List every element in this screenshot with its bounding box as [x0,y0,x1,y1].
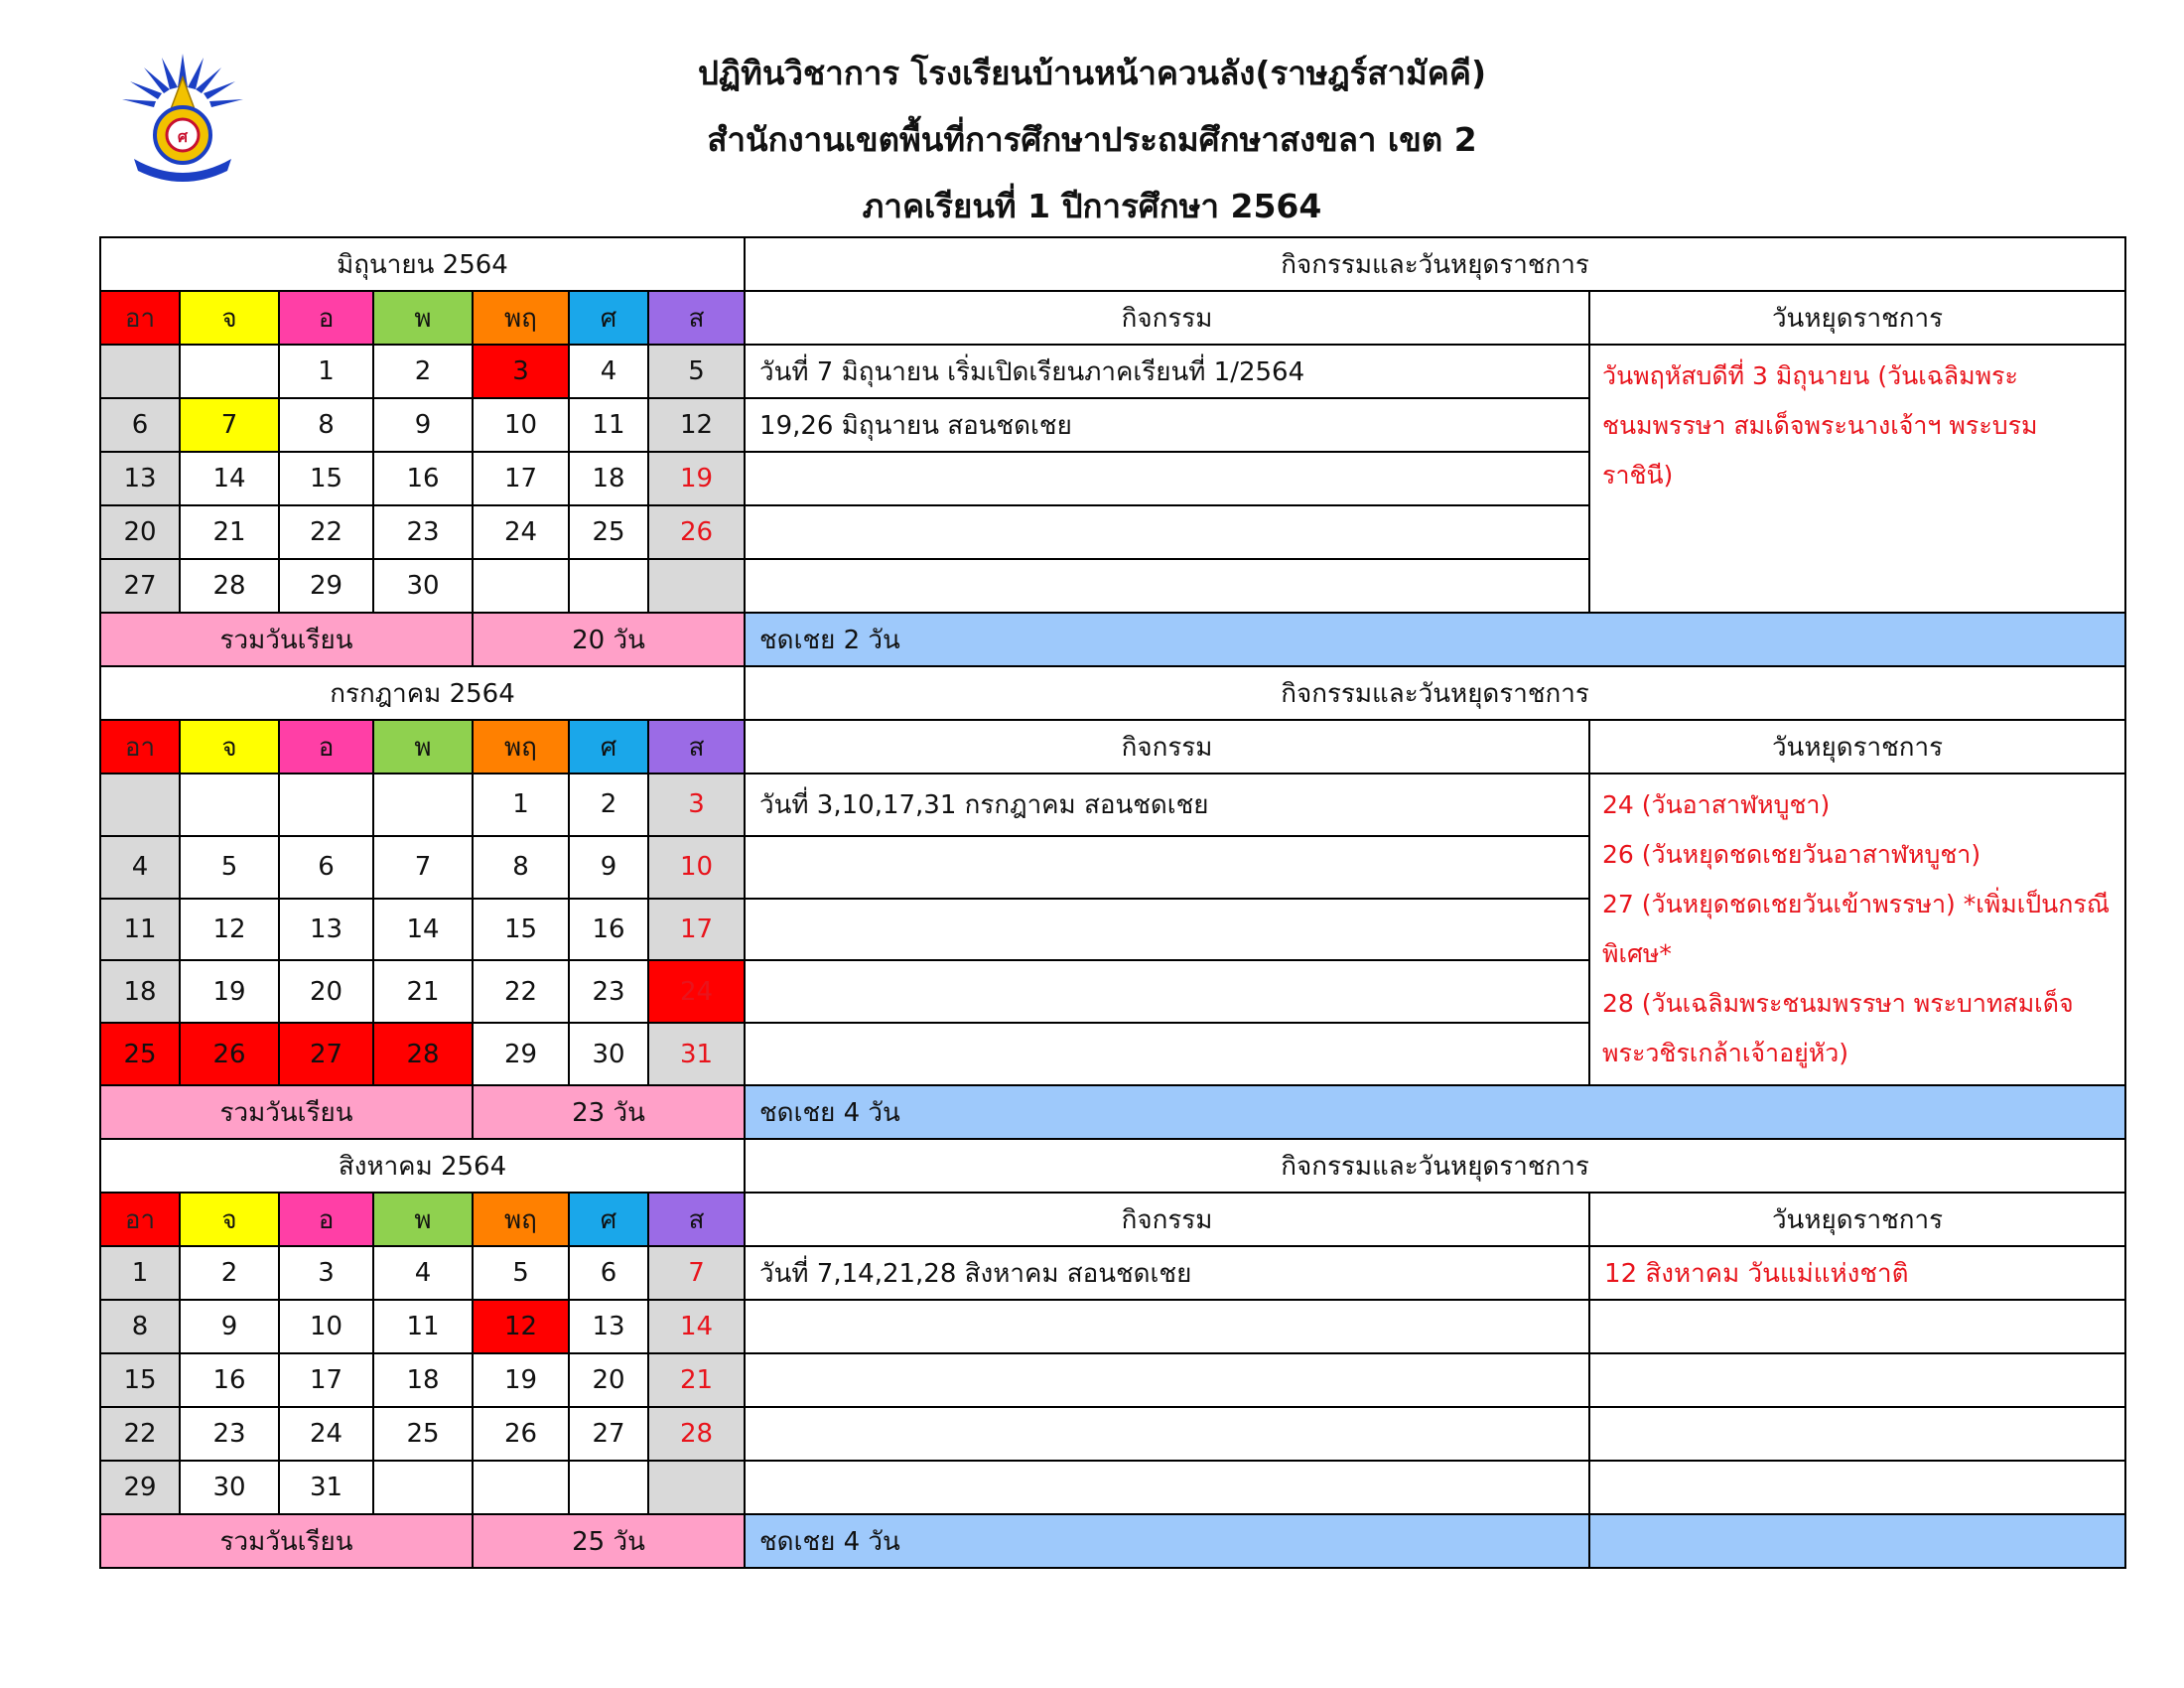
day-cell: 5 [473,1246,569,1300]
day-cell: 1 [279,345,373,398]
holiday-line: พิเศษ* [1602,939,1672,968]
day-cell: 7 [180,398,279,452]
day-cell: 10 [648,836,745,899]
day-cell: 4 [373,1246,473,1300]
weekday-row [100,720,2125,774]
day-cell: 14 [373,899,473,961]
day-cell: 4 [100,836,180,899]
document-header [0,40,2184,239]
makeup-days: ชดเชย 4 วัน [745,1514,1589,1568]
holiday-cell [1589,1407,2125,1461]
makeup-days: ชดเชย 4 วัน [745,1085,2125,1139]
activity-cell [745,836,1589,899]
day-cell: 21 [180,505,279,559]
day-cell: 11 [100,899,180,961]
day-cell: 31 [648,1023,745,1085]
activity-cell [745,1353,1589,1407]
weekday-header: พ [373,720,473,774]
weekday-header: จ [180,720,279,774]
day-cell [569,1461,648,1514]
month-title: สิงหาคม 2564 [100,1139,745,1193]
day-cell: 2 [180,1246,279,1300]
day-cell: 12 [473,1300,569,1353]
day-cell: 19 [180,960,279,1023]
day-cell: 6 [100,398,180,452]
activities-column-heading: กิจกรรม [745,720,1589,774]
week-row [100,774,2125,836]
day-cell: 16 [373,452,473,505]
day-cell: 2 [373,345,473,398]
day-cell: 2 [569,774,648,836]
weekday-header: ส [648,720,745,774]
day-cell: 29 [100,1461,180,1514]
day-cell: 17 [473,452,569,505]
holiday-cell: 12 สิงหาคม วันแม่แห่งชาติ [1589,1246,2125,1300]
month-title-row [100,237,2125,291]
day-cell [648,1461,745,1514]
day-cell: 6 [279,836,373,899]
day-cell [569,559,648,613]
week-row [100,1300,2125,1353]
weekday-header: อา [100,720,180,774]
day-cell [279,774,373,836]
day-cell: 4 [569,345,648,398]
activity-cell [745,899,1589,961]
day-cell: 8 [279,398,373,452]
holiday-line: 27 (วันหยุดชดเชยวันเข้าพรรษา) *เพิ่มเป็นกรณี [1602,890,2111,918]
day-cell [180,345,279,398]
day-cell: 14 [648,1300,745,1353]
holiday-notes [1589,774,2125,1085]
activities-holidays-heading: กิจกรรมและวันหยุดราชการ [745,1139,2125,1193]
activity-cell [745,505,1589,559]
weekday-header: จ [180,291,279,345]
day-cell: 8 [473,836,569,899]
weekday-header: อ [279,720,373,774]
day-cell [473,559,569,613]
total-days-label: รวมวันเรียน [100,1085,473,1139]
day-cell: 16 [569,899,648,961]
title-semester: ภาคเรียนที่ 1 ปีการศึกษา 2564 [862,187,1322,225]
day-cell: 25 [100,1023,180,1085]
weekday-header: พ [373,1193,473,1246]
day-cell: 28 [373,1023,473,1085]
holidays-column-heading: วันหยุดราชการ [1589,720,2125,774]
day-cell: 29 [279,559,373,613]
weekday-header: อ [279,291,373,345]
holiday-notes [1589,345,2125,613]
day-cell [100,774,180,836]
weekday-row [100,1193,2125,1246]
day-cell: 17 [279,1353,373,1407]
day-cell: 3 [279,1246,373,1300]
week-row [100,1461,2125,1514]
day-cell: 30 [180,1461,279,1514]
day-cell: 24 [279,1407,373,1461]
day-cell: 15 [100,1353,180,1407]
weekday-header: ศ [569,1193,648,1246]
day-cell: 27 [100,559,180,613]
activity-cell [745,1461,1589,1514]
day-cell: 19 [648,452,745,505]
day-cell: 31 [279,1461,373,1514]
day-cell: 30 [373,559,473,613]
month-title-row [100,666,2125,720]
holiday-line: 26 (วันหยุดชดเชยวันอาสาฬหบูชา) [1602,840,1981,869]
day-cell: 15 [473,899,569,961]
total-days-value: 23 วัน [473,1085,745,1139]
total-days-value: 20 วัน [473,613,745,666]
weekday-header: อ [279,1193,373,1246]
day-cell [373,1461,473,1514]
day-cell: 5 [648,345,745,398]
day-cell: 1 [100,1246,180,1300]
day-cell: 21 [373,960,473,1023]
weekday-header: อา [100,291,180,345]
weekday-header: พ [373,291,473,345]
weekday-header: พฤ [473,720,569,774]
day-cell [100,345,180,398]
day-cell [373,774,473,836]
day-cell: 26 [473,1407,569,1461]
day-cell: 22 [473,960,569,1023]
day-cell: 23 [569,960,648,1023]
day-cell: 26 [180,1023,279,1085]
day-cell: 15 [279,452,373,505]
total-days-label: รวมวันเรียน [100,613,473,666]
day-cell: 18 [569,452,648,505]
day-cell: 25 [373,1407,473,1461]
day-cell: 30 [569,1023,648,1085]
day-cell: 17 [648,899,745,961]
day-cell: 29 [473,1023,569,1085]
holiday-line: พระวชิรเกล้าเจ้าอยู่หัว) [1602,1039,1849,1067]
day-cell: 21 [648,1353,745,1407]
day-cell: 13 [279,899,373,961]
week-row [100,1246,2125,1300]
activity-cell [745,1023,1589,1085]
week-row [100,345,2125,398]
weekday-header: ศ [569,720,648,774]
day-cell: 11 [373,1300,473,1353]
day-cell: 10 [473,398,569,452]
holiday-line: 24 (วันอาสาฬหบูชา) [1602,790,1831,819]
weekday-header: จ [180,1193,279,1246]
day-cell: 10 [279,1300,373,1353]
holidays-column-heading: วันหยุดราชการ [1589,291,2125,345]
activity-cell: วันที่ 7,14,21,28 สิงหาคม สอนชดเชย [745,1246,1589,1300]
week-row [100,1407,2125,1461]
day-cell: 24 [473,505,569,559]
activity-cell: 19,26 มิถุนายน สอนชดเชย [745,398,1589,452]
day-cell: 18 [100,960,180,1023]
weekday-header: อา [100,1193,180,1246]
day-cell: 24 [648,960,745,1023]
day-cell: 7 [373,836,473,899]
weekday-header: ส [648,291,745,345]
makeup-days: ชดเชย 2 วัน [745,613,2125,666]
month-title-row [100,1139,2125,1193]
day-cell: 6 [569,1246,648,1300]
totals-row [100,613,2125,666]
day-cell [180,774,279,836]
title-office: สำนักงานเขตพื้นที่การศึกษาประถมศึกษาสงขลา เขต 2 [707,120,1477,159]
day-cell: 28 [180,559,279,613]
day-cell: 27 [279,1023,373,1085]
day-cell: 18 [373,1353,473,1407]
day-cell: 9 [569,836,648,899]
weekday-row [100,291,2125,345]
title-school: ปฏิทินวิชาการ โรงเรียนบ้านหน้าควนลัง(ราษฎร์สามัคคี) [697,54,1487,92]
day-cell: 28 [648,1407,745,1461]
day-cell: 13 [100,452,180,505]
day-cell: 19 [473,1353,569,1407]
activity-cell [745,559,1589,613]
holiday-line: ราชินี) [1602,461,1674,490]
day-cell: 1 [473,774,569,836]
day-cell: 3 [473,345,569,398]
activities-holidays-heading: กิจกรรมและวันหยุดราชการ [745,666,2125,720]
weekday-header: ศ [569,291,648,345]
activity-cell [745,960,1589,1023]
holidays-column-heading: วันหยุดราชการ [1589,1193,2125,1246]
activity-cell [745,1407,1589,1461]
holiday-line: ชนมพรรษา สมเด็จพระนางเจ้าฯ พระบรม [1602,411,2038,440]
day-cell: 23 [373,505,473,559]
day-cell [648,559,745,613]
day-cell: 3 [648,774,745,836]
day-cell: 9 [373,398,473,452]
week-row [100,1353,2125,1407]
makeup-days-blank [1589,1514,2125,1568]
totals-row [100,1085,2125,1139]
month-title: กรกฎาคม 2564 [100,666,745,720]
month-title: มิถุนายน 2564 [100,237,745,291]
holiday-line: 28 (วันเฉลิมพระชนมพรรษา พระบาทสมเด็จ [1602,989,2074,1018]
total-days-value: 25 วัน [473,1514,745,1568]
activities-column-heading: กิจกรรม [745,1193,1589,1246]
day-cell: 14 [180,452,279,505]
day-cell: 11 [569,398,648,452]
holiday-line: วันพฤหัสบดีที่ 3 มิถุนายน (วันเฉลิมพระ [1602,361,2018,390]
weekday-header: พฤ [473,291,569,345]
day-cell: 12 [648,398,745,452]
svg-text:ศ: ศ [177,127,189,146]
activity-cell: วันที่ 7 มิถุนายน เริ่มเปิดเรียนภาคเรียนที่ 1/2564 [745,345,1589,398]
activities-column-heading: กิจกรรม [745,291,1589,345]
weekday-header: พฤ [473,1193,569,1246]
day-cell: 26 [648,505,745,559]
day-cell [473,1461,569,1514]
activities-holidays-heading: กิจกรรมและวันหยุดราชการ [745,237,2125,291]
totals-row [100,1514,2125,1568]
day-cell: 22 [100,1407,180,1461]
academic-calendar-table [99,236,2126,1569]
day-cell: 22 [279,505,373,559]
day-cell: 5 [180,836,279,899]
day-cell: 20 [569,1353,648,1407]
day-cell: 8 [100,1300,180,1353]
day-cell: 16 [180,1353,279,1407]
activity-cell: วันที่ 3,10,17,31 กรกฎาคม สอนชดเชย [745,774,1589,836]
day-cell: 7 [648,1246,745,1300]
day-cell: 9 [180,1300,279,1353]
day-cell: 20 [100,505,180,559]
activity-cell [745,1300,1589,1353]
day-cell: 25 [569,505,648,559]
day-cell: 12 [180,899,279,961]
day-cell: 23 [180,1407,279,1461]
total-days-label: รวมวันเรียน [100,1514,473,1568]
holiday-cell [1589,1300,2125,1353]
activity-cell [745,452,1589,505]
weekday-header: ส [648,1193,745,1246]
holiday-cell [1589,1461,2125,1514]
holiday-cell [1589,1353,2125,1407]
day-cell: 27 [569,1407,648,1461]
day-cell: 13 [569,1300,648,1353]
day-cell: 20 [279,960,373,1023]
